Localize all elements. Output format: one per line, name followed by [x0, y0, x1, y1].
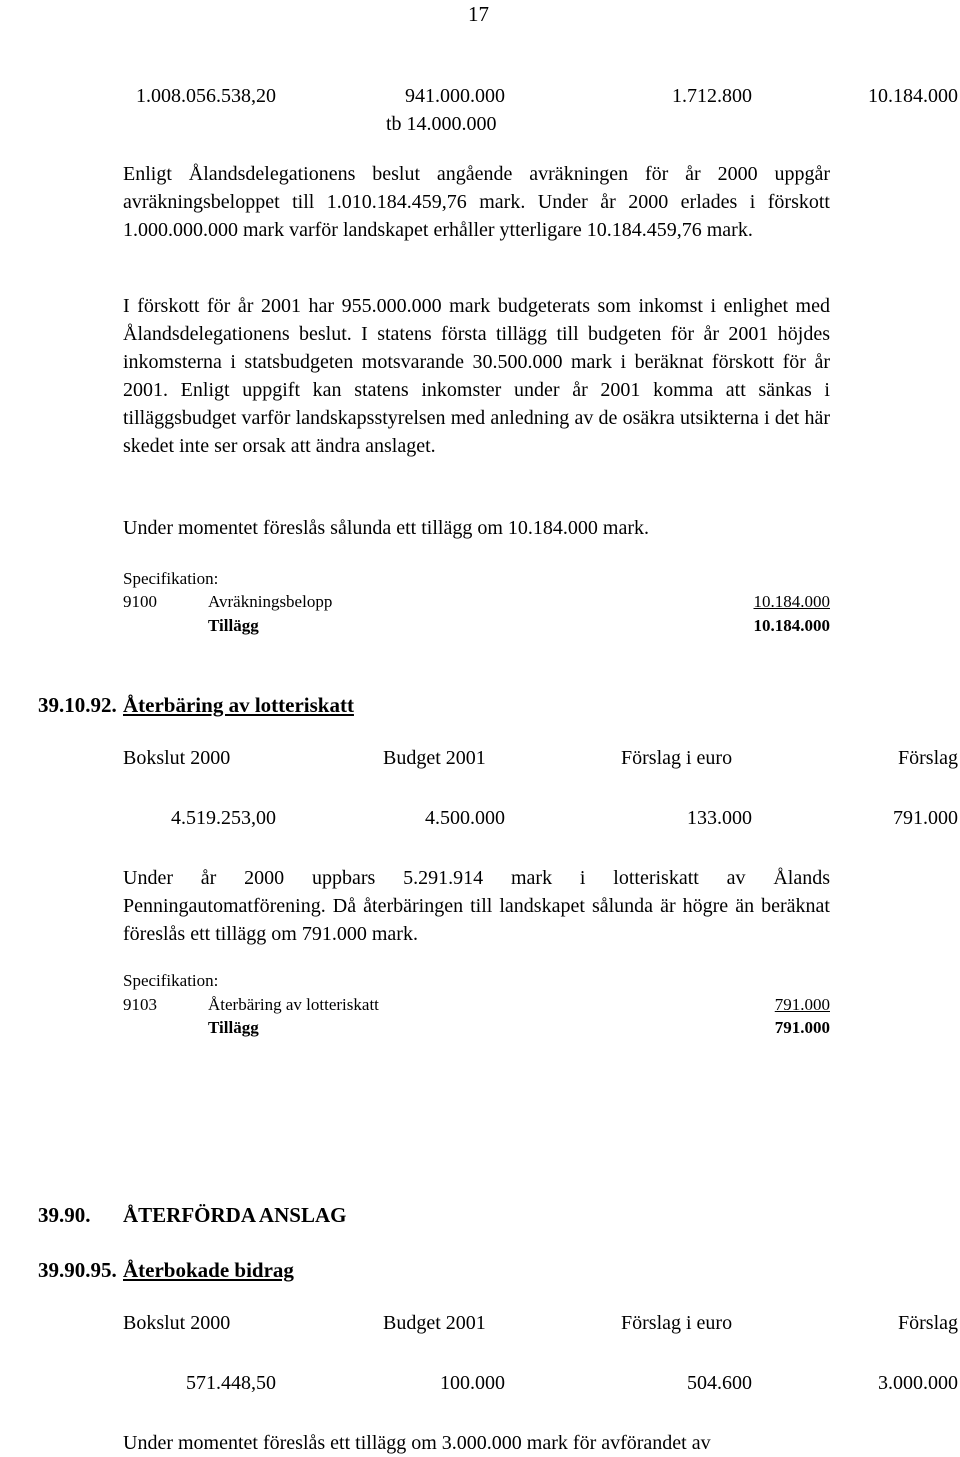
section-title: Återbokade bidrag [123, 1258, 294, 1282]
spec-item-amount: 10.184.000 [753, 592, 830, 611]
section-title: Återbäring av lotteriskatt [123, 693, 354, 717]
spec-item: Återbäring av lotteriskatt [208, 995, 379, 1014]
top-value-forslag: 10.184.000 [868, 85, 958, 107]
paragraph-lotteriskatt: Under år 2000 uppbars 5.291.914 mark i lotteriskatt av Ålands Penningautomatförening. Då återbäringen till landskapet sålunda är högre än beräknat föreslås ett tillägg om 791.000 mark. [123, 867, 830, 945]
spec-label: Specifikation: [123, 569, 219, 588]
value-budget: 4.500.000 [425, 807, 505, 829]
paragraph-aterbokade: Under momentet föreslås ett tillägg om 3.000.000 mark för avförandet av [123, 1432, 711, 1454]
value-forslag: 791.000 [893, 807, 958, 829]
column-header-forslag: Förslag [898, 1312, 958, 1334]
value-forslag: 3.000.000 [878, 1372, 958, 1394]
section-number: 39.10.92. [38, 693, 117, 717]
spec-item-amount: 791.000 [774, 995, 830, 1014]
value-forslag-euro: 133.000 [687, 807, 752, 829]
spec-total-amount: 10.184.000 [753, 616, 830, 635]
top-value-bokslut: 1.008.056.538,20 [136, 85, 276, 107]
spec-label: Specifikation: [123, 971, 219, 990]
value-bokslut: 4.519.253,00 [171, 807, 276, 829]
spec-total-label: Tillägg [208, 616, 259, 635]
column-header-bokslut: Bokslut 2000 [123, 1312, 231, 1334]
value-forslag-euro: 504.600 [687, 1372, 752, 1394]
section-number: 39.90.95. [38, 1258, 117, 1282]
top-value-budget: 941.000.000 [405, 85, 505, 107]
spec-item: Avräkningsbelopp [208, 592, 333, 611]
column-header-budget: Budget 2001 [383, 1312, 486, 1334]
column-header-forslag-euro: Förslag i euro [621, 1312, 733, 1334]
section-number: 39.90. [38, 1203, 91, 1227]
column-header-forslag-euro: Förslag i euro [621, 747, 733, 769]
spec-code: 9103 [123, 995, 157, 1014]
section-title: ÅTERFÖRDA ANSLAG [123, 1203, 347, 1227]
page-number: 17 [468, 2, 489, 26]
paragraph-forskott: I förskott för år 2001 har 955.000.000 mark budgeterats som inkomst i enlighet med Ålandsdelegationens beslut. I statens första tillägg till budgeten för år 2001 höjdes inkomsterna i statsbudgeten motsvarande 30.500.000 mark i beräknat förskott för år 2001. Enligt uppgift kan statens inkomster under år 2001 komma att sänkas i tilläggsbudget varför landskapsstyrelsen med anledning av de osäkra utsikterna i det här skedet inte ser orsak att ändra anslaget. [123, 295, 830, 457]
spec-total-label: Tillägg [208, 1018, 259, 1037]
value-bokslut: 571.448,50 [186, 1372, 276, 1394]
paragraph-avrakning: Enligt Ålandsdelegationens beslut angående avräkningen för år 2000 uppgår avräkningsbeloppet till 1.010.184.459,76 mark. Under år 2000 erlades i förskott 1.000.000.000 mark varför landskapet erhåller ytterligare 10.184.459,76 mark. [123, 163, 830, 241]
spec-total-amount: 791.000 [774, 1018, 830, 1037]
top-value-extra: tb 14.000.000 [386, 113, 497, 135]
column-header-forslag: Förslag [898, 747, 958, 769]
value-budget: 100.000 [440, 1372, 505, 1394]
top-value-forslag-euro: 1.712.800 [672, 85, 752, 107]
column-header-budget: Budget 2001 [383, 747, 486, 769]
spec-code: 9100 [123, 592, 157, 611]
paragraph-tillagg: Under momentet föreslås sålunda ett tillägg om 10.184.000 mark. [123, 517, 649, 539]
column-header-bokslut: Bokslut 2000 [123, 747, 231, 769]
